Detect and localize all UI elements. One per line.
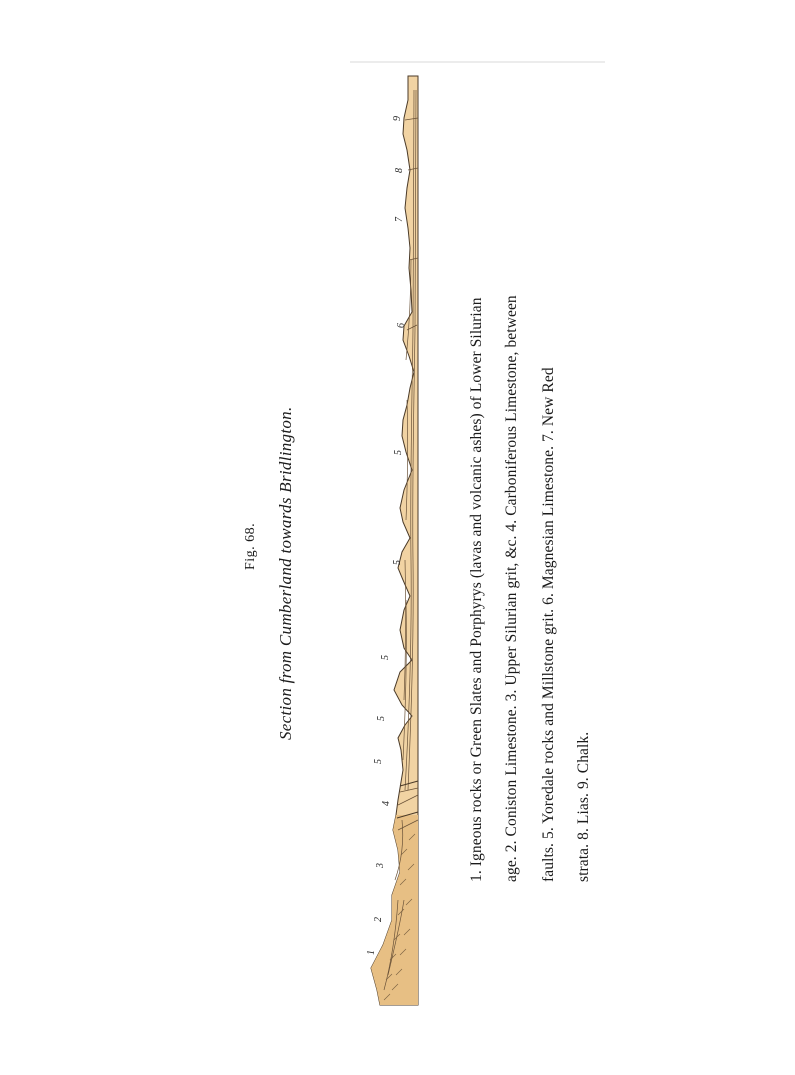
label-7: 7: [394, 217, 405, 222]
caption-line: faults. 5. Yoredale rocks and Millstone grit. 6. Magnesian Limestone. 7. New Red: [540, 367, 557, 882]
figure-title: Section from Cumberland towards Bridlington.: [276, 406, 295, 740]
label-5b: 5: [376, 716, 387, 721]
label-9: 9: [392, 116, 403, 121]
label-4: 4: [381, 801, 392, 806]
igneous-rocks-zone: [371, 815, 418, 1005]
label-6: 6: [396, 323, 407, 328]
label-3: 3: [375, 863, 386, 868]
label-2: 2: [373, 917, 384, 922]
label-5a: 5: [373, 759, 384, 764]
label-8: 8: [394, 168, 405, 173]
label-5e: 5: [393, 450, 404, 455]
caption-line: 1. Igneous rocks or Green Slates and Porphyrys (lavas and volcanic ashes) of Lower Silurian: [468, 297, 485, 882]
label-5c: 5: [380, 655, 391, 660]
caption-line: age. 2. Coniston Limestone. 3. Upper Silurian grit, &c. 4. Carboniferous Limestone, between: [503, 295, 520, 882]
label-1: 1: [366, 950, 377, 955]
caption-line: strata. 8. Lias. 9. Chalk.: [575, 731, 592, 882]
figure-label: Fig. 68.: [243, 522, 258, 570]
label-5d: 5: [392, 560, 403, 565]
